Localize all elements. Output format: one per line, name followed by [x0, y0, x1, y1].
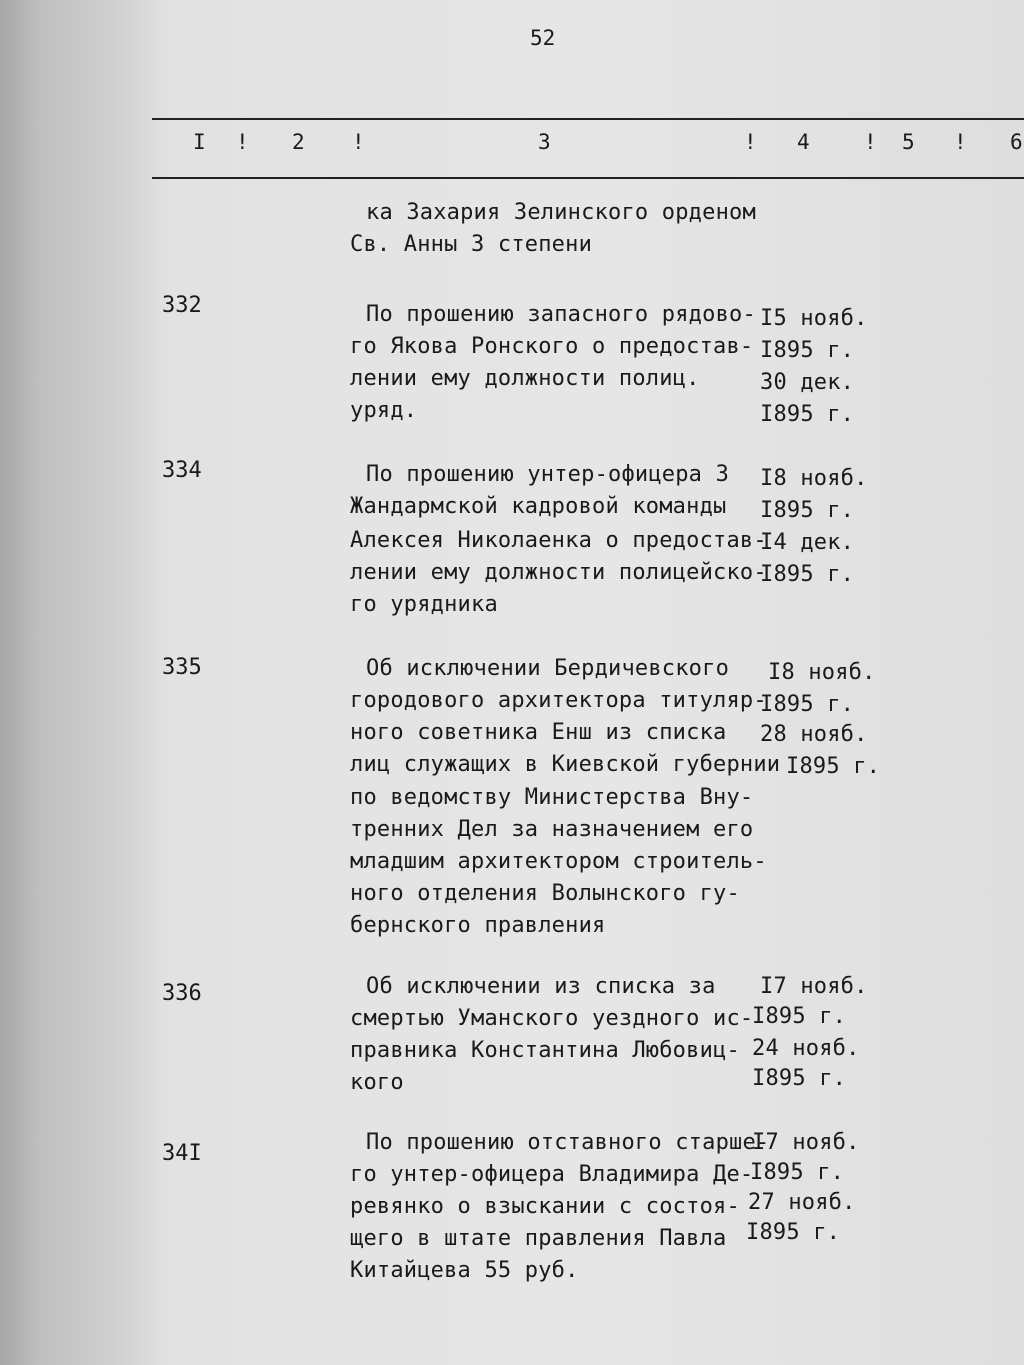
entry-description-line: городового архитектора титуляр-	[350, 688, 767, 713]
column-header-2: 2	[292, 130, 305, 154]
entry-date-line: 28 нояб.	[760, 722, 868, 747]
entry-number: 334	[162, 458, 202, 483]
entry-date-line: I5 нояб.	[760, 306, 868, 331]
column-separator: !	[864, 130, 877, 154]
entry-description-line: го унтер-офицера Владимира Де-	[350, 1162, 754, 1187]
entry-description-line: уряд.	[350, 398, 418, 423]
entry-description-line: младшим архитектором строитель-	[350, 849, 767, 874]
column-header-1: I	[193, 130, 206, 154]
entry-description-line: лении ему должности полицейско-	[350, 560, 767, 585]
entry-date-line: I8 нояб.	[760, 466, 868, 491]
entry-number: 332	[162, 293, 202, 318]
entry-date-line: I7 нояб.	[752, 1130, 860, 1155]
entry-date-line: I895 г.	[760, 338, 855, 363]
entry-description-line: смертью Уманского уездного ис-	[350, 1006, 754, 1031]
entry-number: 335	[162, 655, 202, 680]
entry-description-line: го Якова Ронского о предостав-	[350, 334, 754, 359]
entry-description-line: бернского правления	[350, 913, 606, 938]
entry-description-line: По прошению отставного старше-	[366, 1130, 770, 1155]
entry-description-line: тренних Дел за назначением его	[350, 817, 754, 842]
entry-description-line: Китайцева 55 руб.	[350, 1258, 579, 1283]
column-header-6: 6	[1010, 130, 1023, 154]
entry-description-line: По прошению запасного рядово-	[366, 302, 756, 327]
entry-description-line: Об исключении из списка за	[366, 974, 716, 999]
column-header-3: 3	[538, 130, 551, 154]
entry-date-line: I895 г.	[752, 1004, 847, 1029]
entry-description-line: ка Захария Зелинского орденом	[366, 200, 756, 225]
table-header-rule	[152, 177, 1024, 179]
entry-description-line: Св. Анны 3 степени	[350, 232, 593, 257]
entry-date-line: I895 г.	[752, 1066, 847, 1091]
page-number: 52	[530, 26, 556, 50]
entry-description-line: щего в штате правления Павла	[350, 1226, 727, 1251]
column-header-5: 5	[902, 130, 915, 154]
entry-description-line: лиц служащих в Киевской губернии	[350, 752, 781, 777]
entry-date-line: I8 нояб.	[768, 660, 876, 685]
entry-date-line: 24 нояб.	[752, 1036, 860, 1061]
entry-date-line: I7 нояб.	[760, 974, 868, 999]
entry-description-line: го урядника	[350, 592, 498, 617]
entry-description-line: Алексея Николаенка о предостав-	[350, 528, 767, 553]
entry-number: 34I	[162, 1141, 202, 1166]
entry-description-line: кого	[350, 1070, 404, 1095]
entry-description-line: лении ему должности полиц.	[350, 366, 700, 391]
entry-description-line: по ведомству Министерства Вну-	[350, 785, 754, 810]
entry-date-line: I895 г.	[760, 498, 855, 523]
entry-description-line: Об исключении Бердичевского	[366, 656, 730, 681]
entry-date-line: I895 г.	[750, 1160, 845, 1185]
book-spine-shadow	[0, 0, 160, 1365]
entry-description-line: ного советника Енш из списка	[350, 720, 727, 745]
column-separator: !	[954, 130, 967, 154]
entry-description-line: ного отделения Волынского гу-	[350, 881, 740, 906]
entry-date-line: I895 г.	[760, 562, 855, 587]
entry-description-line: По прошению унтер-офицера 3	[366, 462, 730, 487]
entry-date-line: I895 г.	[746, 1220, 841, 1245]
entry-date-line: 27 нояб.	[748, 1190, 856, 1215]
entry-date-line: I895 г.	[760, 402, 855, 427]
column-header-4: 4	[797, 130, 810, 154]
entry-date-line: I4 дек.	[760, 530, 855, 555]
entry-date-line: 30 дек.	[760, 370, 855, 395]
entry-date-line: I895 г.	[786, 754, 881, 779]
column-separator: !	[352, 130, 365, 154]
entry-description-line: ревянко о взыскании с состоя-	[350, 1194, 740, 1219]
column-separator: !	[236, 130, 249, 154]
entry-description-line: Жандармской кадровой команды	[350, 494, 727, 519]
entry-description-line: правника Константина Любовиц-	[350, 1038, 740, 1063]
entry-number: 336	[162, 981, 202, 1006]
table-top-rule	[152, 118, 1024, 120]
entry-date-line: I895 г.	[760, 692, 855, 717]
column-separator: !	[744, 130, 757, 154]
